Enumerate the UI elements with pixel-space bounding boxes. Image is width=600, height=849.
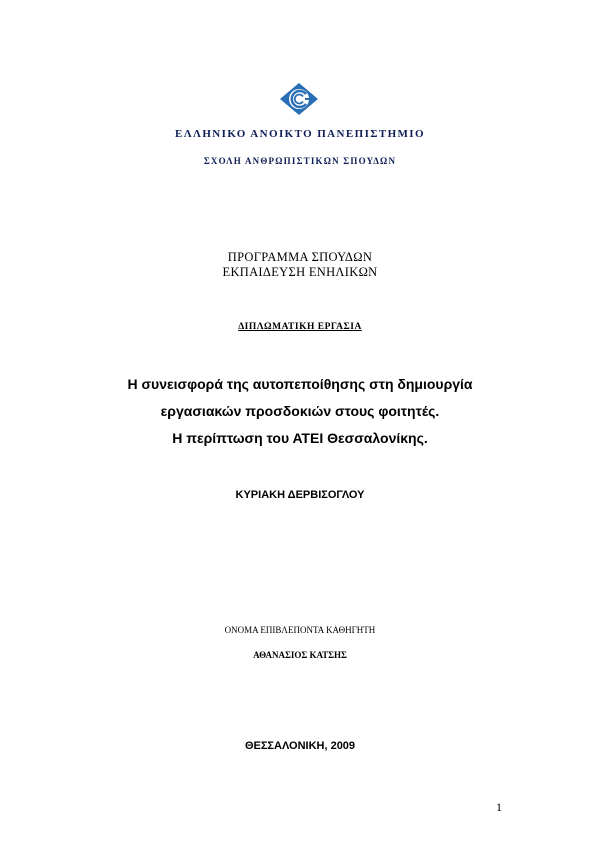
author-name: ΚΥΡΙΑΚΗ ΔΕΡΒΙΣΟΓΛΟΥ: [235, 489, 365, 501]
program-title: ΠΡΟΓΡΑΜΜΑ ΣΠΟΥΔΩΝ: [227, 250, 373, 264]
thesis-title-line-1: Η συνεισφορά της αυτοπεποίθησης στη δημιουργία: [127, 376, 473, 392]
thesis-title-line-3: Η περίπτωση του ΑΤΕΙ Θεσσαλονίκης.: [172, 430, 428, 446]
thesis-title-line-2: εργασιακών προσδοκιών στους φοιτητές.: [160, 403, 440, 419]
university-name: ΕΛΛΗΝΙΚΟ ΑΝΟΙΚΤΟ ΠΑΝΕΠΙΣΤΗΜΙΟ: [175, 128, 425, 140]
place-and-year: ΘΕΣΣΑΛΟΝΙΚΗ, 2009: [244, 740, 356, 752]
supervisor-label: ΟΝΟΜΑ ΕΠΙΒΛΕΠΟΝΤΑ ΚΑΘΗΓΗΤΗ: [224, 625, 376, 635]
thesis-type-label: ΔΙΠΛΩΜΑΤΙΚΗ ΕΡΓΑΣΙΑ: [238, 322, 362, 332]
school-name: ΣΧΟΛΗ ΑΝΘΡΩΠΙΣΤΙΚΩΝ ΣΠΟΥΔΩΝ: [203, 156, 397, 166]
university-logo-icon: [279, 82, 319, 116]
page-number: 1: [496, 800, 502, 814]
supervisor-name: ΑΘΑΝΑΣΙΟΣ ΚΑΤΣΗΣ: [253, 650, 347, 660]
program-subtitle: ΕΚΠΑΙΔΕΥΣΗ ΕΝΗΛΙΚΩΝ: [222, 265, 378, 279]
